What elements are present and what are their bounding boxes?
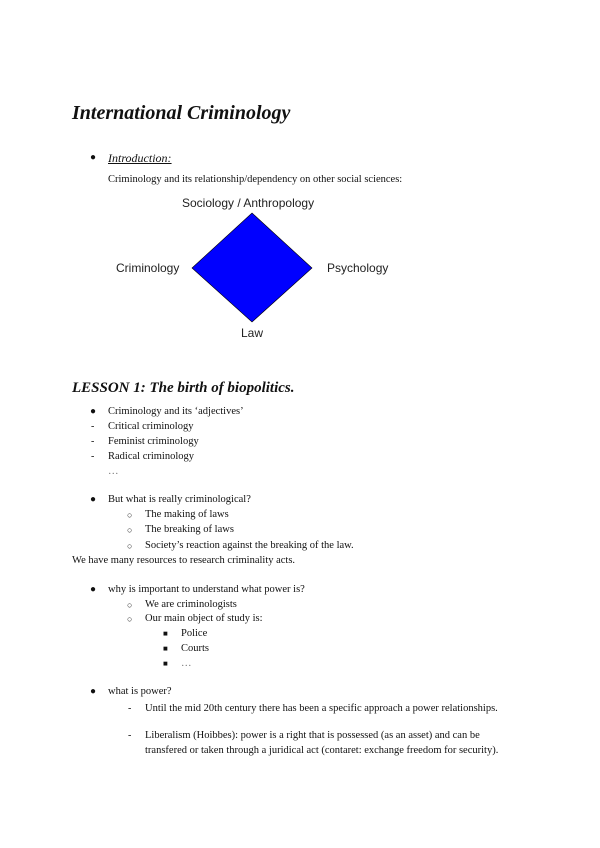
list-item: We are criminologists xyxy=(145,599,237,610)
list-item: Until the mid 20th century there has been a specific approach a power relationships. xyxy=(145,703,498,714)
bullet-icon: ● xyxy=(90,494,97,505)
diagram-label-left: Criminology xyxy=(116,261,180,275)
bullet-icon: ● xyxy=(90,152,97,163)
list-item: … xyxy=(181,658,192,669)
list-item: transfered or taken through a juridical act (contaret: exchange freedom for security). xyxy=(145,745,499,756)
dash-icon: - xyxy=(128,703,132,714)
dash-icon: - xyxy=(91,421,95,432)
square-bullet-icon: ■ xyxy=(163,644,168,653)
bullet-icon: ● xyxy=(90,686,97,697)
document-title: International Criminology xyxy=(72,102,291,124)
intro-heading: Introduction: xyxy=(108,151,172,165)
circle-bullet-icon: ○ xyxy=(127,525,133,535)
square-bullet-icon: ■ xyxy=(163,629,168,638)
circle-bullet-icon: ○ xyxy=(127,541,133,551)
list-item: Feminist criminology xyxy=(108,436,199,447)
diagram-label-bottom: Law xyxy=(241,326,264,340)
list-item: Critical criminology xyxy=(108,421,194,432)
list-item: Radical criminology xyxy=(108,451,195,462)
circle-bullet-icon: ○ xyxy=(127,614,133,624)
list-item: Police xyxy=(181,628,208,639)
circle-bullet-icon: ○ xyxy=(127,510,133,520)
list-item: Criminology and its ‘adjectives’ xyxy=(108,406,244,417)
diagram-label-right: Psychology xyxy=(327,261,389,275)
lesson-heading: LESSON 1: The birth of biopolitics. xyxy=(72,380,295,396)
dash-icon: - xyxy=(91,436,95,447)
list-item: But what is really criminological? xyxy=(108,494,251,505)
note-text: We have many resources to research criminality acts. xyxy=(72,555,296,566)
list-item: what is power? xyxy=(108,686,172,697)
square-bullet-icon: ■ xyxy=(163,659,168,668)
list-item: Liberalism (Hoibbes): power is a right that is possessed (as an asset) and can be xyxy=(145,730,480,741)
list-item: Our main object of study is: xyxy=(145,613,263,624)
diagram-label-top: Sociology / Anthropology xyxy=(182,196,315,210)
list-item: … xyxy=(108,466,119,477)
bullet-icon: ● xyxy=(90,584,97,595)
list-item: why is important to understand what power is? xyxy=(108,584,305,595)
intro-text: Criminology and its relationship/dependency on other social sciences: xyxy=(108,174,403,185)
list-item: Courts xyxy=(181,643,210,654)
list-item: The breaking of laws xyxy=(145,524,234,535)
list-item: The making of laws xyxy=(145,509,229,520)
diagram-diamond xyxy=(192,213,312,322)
bullet-icon: ● xyxy=(90,406,97,417)
dash-icon: - xyxy=(128,730,132,741)
list-item: Society’s reaction against the breaking of the law. xyxy=(145,540,354,551)
circle-bullet-icon: ○ xyxy=(127,600,133,610)
dash-icon: - xyxy=(91,451,95,462)
